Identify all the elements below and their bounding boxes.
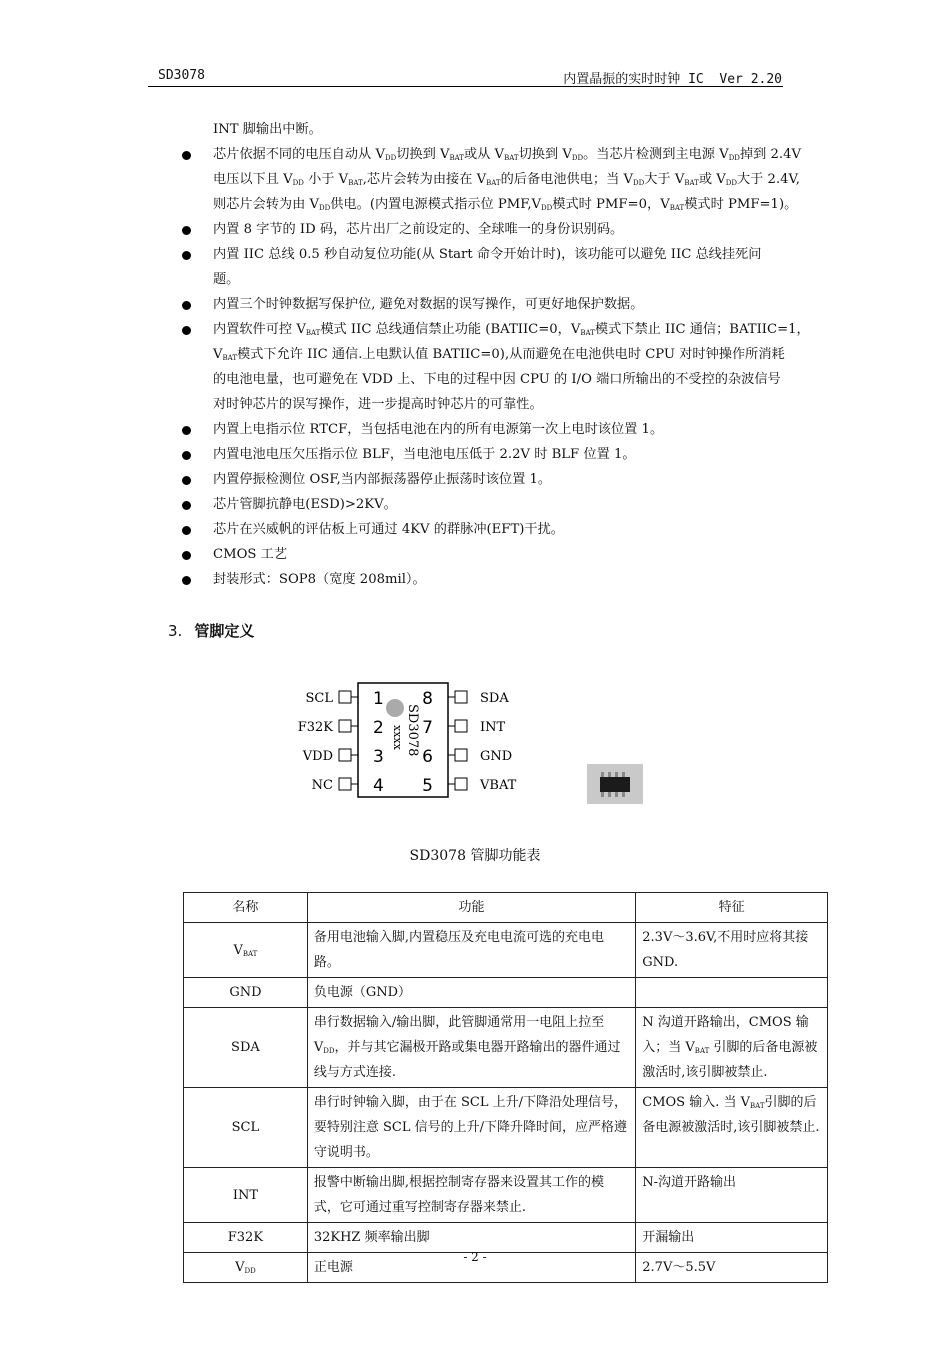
list-item-line: 内置上电指示位 RTCF，当包括电池在内的所有电源第一次上电时该位置 1。	[213, 422, 664, 437]
list-item-line: 的电池电量，也可避免在 VDD 上、下电的过程中因 CPU 的 I/O 端口所输出的不受控的杂波信号	[213, 372, 781, 387]
pin-pad	[455, 778, 467, 790]
bullet-dot	[182, 301, 191, 310]
list-item-line: 内置软件可控 $V_{BAT}$模式 IIC 总线通信禁止功能 (BATIIC=0，$V_{BAT}$模式下禁止 IIC 通信；BATIIC=1，	[213, 322, 810, 337]
pin-name-cell: F32K	[184, 1223, 308, 1253]
header-left: SD3078	[158, 68, 205, 83]
bullet-dot	[182, 426, 191, 435]
table-row	[184, 1223, 828, 1253]
pin-name-cell: SDA	[184, 1008, 308, 1088]
pin-name-cell: GND	[184, 978, 308, 1008]
list-item-line: 芯片依据不同的电压自动从 $V_{DD}$切换到 $V_{BAT}$或从 $V_{BAT}$切换到 $V_{DD}$。当芯片检测到主电源 $V_{DD}$掉到 2.4V	[213, 147, 801, 162]
bullet-dot	[182, 476, 191, 485]
pin-number: 3	[373, 747, 384, 767]
pin-function-cell: 正电源	[307, 1253, 635, 1283]
chip-pinout-diagram	[295, 680, 535, 805]
pin-number: 1	[373, 689, 384, 709]
bullet-dot	[182, 551, 191, 560]
bullet-dot	[182, 326, 191, 335]
pin-name-label: F32K	[297, 720, 333, 735]
pin-name-label: VBAT	[480, 778, 517, 793]
pin-feature-cell: 开漏输出	[636, 1223, 828, 1253]
list-item-line: 内置三个时钟数据写保护位, 避免对数据的误写操作，可更好地保护数据。	[213, 297, 644, 312]
section-title-text: 管脚定义	[194, 622, 255, 640]
pin-pad	[339, 720, 351, 732]
list-item-line: 电压以下且 $V_{DD}$ 小于 $V_{BAT}$,芯片会转为由接在 $V_{BAT}$的后备电池供电；当 $V_{DD}$大于 $V_{BAT}$或 $V_{DD}$大于 2.4V,	[213, 172, 800, 187]
pin-function-table	[183, 892, 828, 1283]
page-number: - 2 -	[463, 1250, 487, 1264]
pin-function-cell: 32KHZ 频率输出脚	[307, 1223, 635, 1253]
bullet-dot	[182, 226, 191, 235]
list-item-line: 内置电池电压欠压指示位 BLF，当电池电压低于 2.2V 时 BLF 位置 1。	[213, 447, 636, 462]
table-caption: SD3078 管脚功能表	[409, 848, 541, 864]
table-row	[184, 978, 828, 1008]
pin-number: 5	[422, 776, 433, 796]
pin-function-cell: 报警中断输出脚,根据控制寄存器来设置其工作的模式，它可通过重写控制寄存器来禁止.	[307, 1168, 635, 1223]
pin-pad	[455, 749, 467, 761]
list-item-line: 内置停振检测位 OSF,当内部振荡器停止振荡时该位置 1。	[213, 472, 552, 487]
pin-name-label: SCL	[305, 691, 333, 706]
list-item-line: $V_{BAT}$模式下允许 IIC 通信.上电默认值 BATIIC=0),从而避免在电池供电时 CPU 对时钟操作所消耗	[213, 347, 785, 362]
list-item-line: CMOS 工艺	[213, 547, 288, 562]
pin-name-label: GND	[480, 749, 513, 764]
pin-function-cell: 串行数据输入/输出脚，此管脚通常用一电阻上拉至 $V_{DD}$，并与其它漏极开路或集电器开路输出的器件通过线与方式连接.	[307, 1008, 635, 1088]
pin-name-cell: INT	[184, 1168, 308, 1223]
table-row	[184, 1168, 828, 1223]
pin-name-cell: $V_{BAT}$	[184, 923, 308, 978]
pin-name-cell: $V_{DD}$	[184, 1253, 308, 1283]
pin-number: 4	[373, 776, 384, 796]
pin-number: 8	[422, 689, 433, 709]
pin-feature-cell	[636, 978, 828, 1008]
pin-number: 2	[373, 718, 384, 738]
table-row	[184, 1008, 828, 1088]
table-header: 名称	[184, 893, 308, 923]
chip-photo-pins-top	[601, 772, 629, 777]
table-row	[184, 923, 828, 978]
table-row	[184, 1088, 828, 1168]
pin-pad	[339, 691, 351, 703]
pin-name-label: INT	[480, 720, 506, 735]
list-item-line: 芯片在兴威帆的评估板上可通过 4KV 的群脉冲(EFT)干扰。	[213, 522, 564, 537]
chip-photo-pins-bottom	[601, 792, 629, 797]
pin-pad	[455, 720, 467, 732]
pin-pad	[339, 749, 351, 761]
chip-photo-body	[600, 777, 630, 792]
pin-function-cell: 串行时钟输入脚，由于在 SCL 上升/下降沿处理信号，要特别注意 SCL 信号的上升/下降升降时间，应严格遵守说明书。	[307, 1088, 635, 1168]
pin-feature-cell: 2.3V～3.6V,不用时应将其接 GND.	[636, 923, 828, 978]
bullet-dot	[182, 576, 191, 585]
pin-number: 7	[422, 718, 433, 738]
bullet-dot	[182, 451, 191, 460]
list-item-line: INT 脚输出中断。	[213, 122, 322, 137]
pin-feature-cell: CMOS 输入. 当 $V_{BAT}$引脚的后备电源被激活时,该引脚被禁止.	[636, 1088, 828, 1168]
table-header: 功能	[307, 893, 635, 923]
header-divider	[148, 86, 783, 87]
bullet-dot	[182, 501, 191, 510]
table-header: 特征	[636, 893, 828, 923]
pin-feature-cell: N-沟道开路输出	[636, 1168, 828, 1223]
pin-feature-cell: N 沟道开路输出，CMOS 输入；当 $V_{BAT}$ 引脚的后备电源被激活时,该引脚被禁止.	[636, 1008, 828, 1088]
list-item-line: 内置 IIC 总线 0.5 秒自动复位功能(从 Start 命令开始计时)，该功能可以避免 IIC 总线挂死问	[213, 247, 762, 262]
pin-pad	[339, 778, 351, 790]
pin-name-label: SDA	[480, 691, 509, 706]
table-header-row	[184, 893, 828, 923]
section-title	[168, 620, 254, 641]
pin-feature-cell: 2.7V～5.5V	[636, 1253, 828, 1283]
list-item-line: 封装形式：SOP8（宽度 208mil）。	[213, 572, 426, 587]
pin-number: 6	[422, 747, 433, 767]
list-item-line: 芯片管脚抗静电(ESD)>2KV。	[213, 497, 397, 512]
pin-pad	[455, 691, 467, 703]
pin1-marker	[386, 699, 404, 717]
chip-marking: xxxx	[391, 725, 404, 750]
chip-part-label: SD3078	[405, 704, 420, 757]
pin-name-label: VDD	[302, 749, 333, 764]
bullet-dot	[182, 526, 191, 535]
list-item-line: 则芯片会转为由 $V_{DD}$供电。(内置电源模式指示位 $PMF,V_{DD}$模式时 PMF=0，$V_{BAT}$模式时 PMF=1)。	[213, 197, 798, 212]
pin-function-cell: 备用电池输入脚,内置稳压及充电电流可选的充电电路。	[307, 923, 635, 978]
pin-function-cell: 负电源（GND）	[307, 978, 635, 1008]
section-number: 3.	[168, 622, 183, 640]
list-item-line: 内置 8 字节的 ID 码，芯片出厂之前设定的、全球唯一的身份识别码。	[213, 222, 624, 237]
header-right: 内置晶振的实时时钟 IC Ver 2.20	[563, 72, 782, 87]
bullet-dot	[182, 151, 191, 160]
chip-photo	[587, 764, 643, 804]
pin-name-cell: SCL	[184, 1088, 308, 1168]
pin-name-label: NC	[311, 778, 333, 793]
bullet-dot	[182, 251, 191, 260]
list-item-line: 题。	[213, 272, 240, 287]
list-item-line: 对时钟芯片的误写操作，进一步提高时钟芯片的可靠性。	[213, 397, 543, 412]
